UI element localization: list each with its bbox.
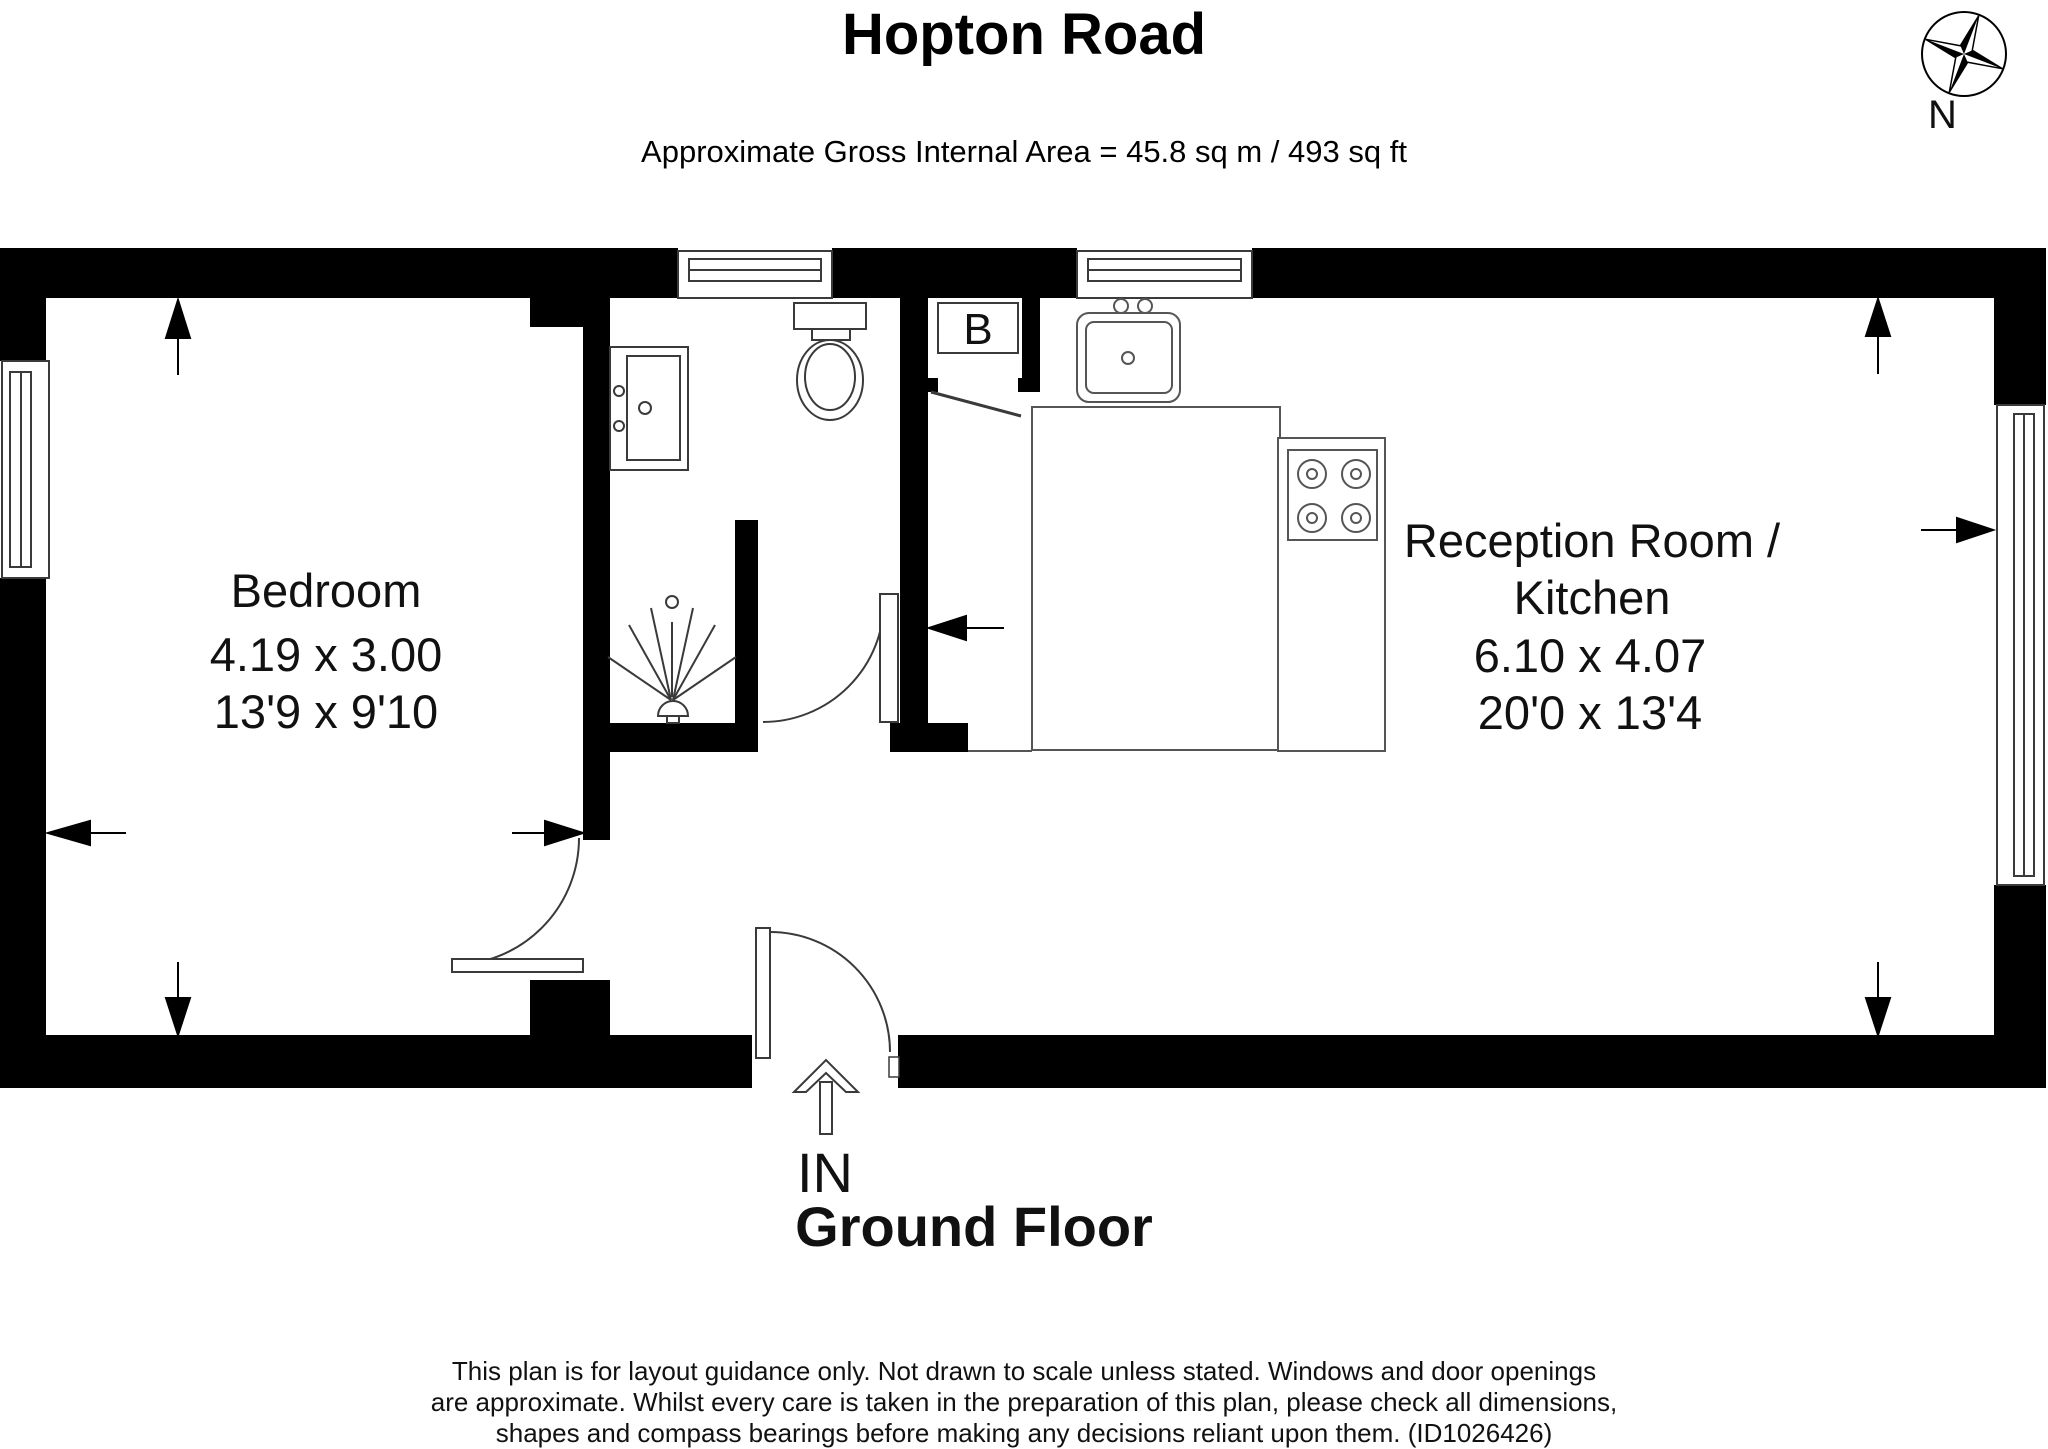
- toilet-icon: [794, 303, 866, 420]
- bedroom-size-imperial-label: 13'9 x 9'10: [213, 685, 439, 738]
- reception-window: [1997, 405, 2044, 885]
- hob-icon: [1288, 450, 1377, 540]
- disclaimer: [0, 1356, 2048, 1449]
- reception-name-line1-label: Reception Room /: [1403, 514, 1781, 567]
- entrance-door: [756, 928, 899, 1077]
- page-title: Hopton Road: [841, 2, 1207, 67]
- bedroom-door: [452, 838, 583, 972]
- basin-icon: [610, 347, 688, 470]
- bedroom-size-metric-label: 4.19 x 3.00: [209, 628, 443, 681]
- bathroom-door: [763, 594, 898, 722]
- bathroom-window: [678, 251, 832, 298]
- bedroom-arrow-right: [512, 821, 583, 845]
- island-counter: [968, 407, 1280, 751]
- entrance-in-label: IN: [797, 1141, 853, 1204]
- reception-size-metric-label: 6.10 x 4.07: [1473, 629, 1707, 682]
- bedroom-window: [2, 361, 49, 578]
- compass-north-label: N: [1928, 93, 1957, 137]
- reception-size-imperial-label: 20'0 x 13'4: [1477, 686, 1703, 739]
- boiler-cupboard-door: [931, 392, 1021, 416]
- reception-arrow-left: [929, 616, 1004, 640]
- bedroom-name-label: Bedroom: [230, 564, 422, 617]
- reception-arrow-right: [1921, 518, 1993, 542]
- bedroom-arrow-left: [48, 821, 126, 845]
- kitchen-sink-icon: [1077, 299, 1180, 402]
- boiler-label: B: [963, 305, 993, 354]
- compass-icon: [1911, 1, 2017, 137]
- entrance-arrow-icon: [794, 1060, 858, 1134]
- disclaimer-line: shapes and compass bearings before making any decisions reliant upon them. (ID1026426): [495, 1418, 1553, 1448]
- ground-floor-label: Ground Floor: [795, 1195, 1153, 1258]
- kitchen-window: [1077, 251, 1252, 298]
- shower-icon: [608, 596, 736, 723]
- bedroom-arrow-up: [166, 300, 190, 375]
- bedroom-arrow-down: [166, 962, 190, 1035]
- reception-name-line2-label: Kitchen: [1513, 571, 1671, 624]
- disclaimer-line: This plan is for layout guidance only. Not drawn to scale unless stated. Windows and door openings: [451, 1356, 1597, 1386]
- disclaimer-line: are approximate. Whilst every care is taken in the preparation of this plan, please check all dimensions,: [430, 1387, 1618, 1417]
- reception-arrow-down: [1866, 962, 1890, 1035]
- reception-arrow-up: [1866, 299, 1890, 374]
- page-subtitle: Approximate Gross Internal Area = 45.8 sq m / 493 sq ft: [641, 134, 1407, 169]
